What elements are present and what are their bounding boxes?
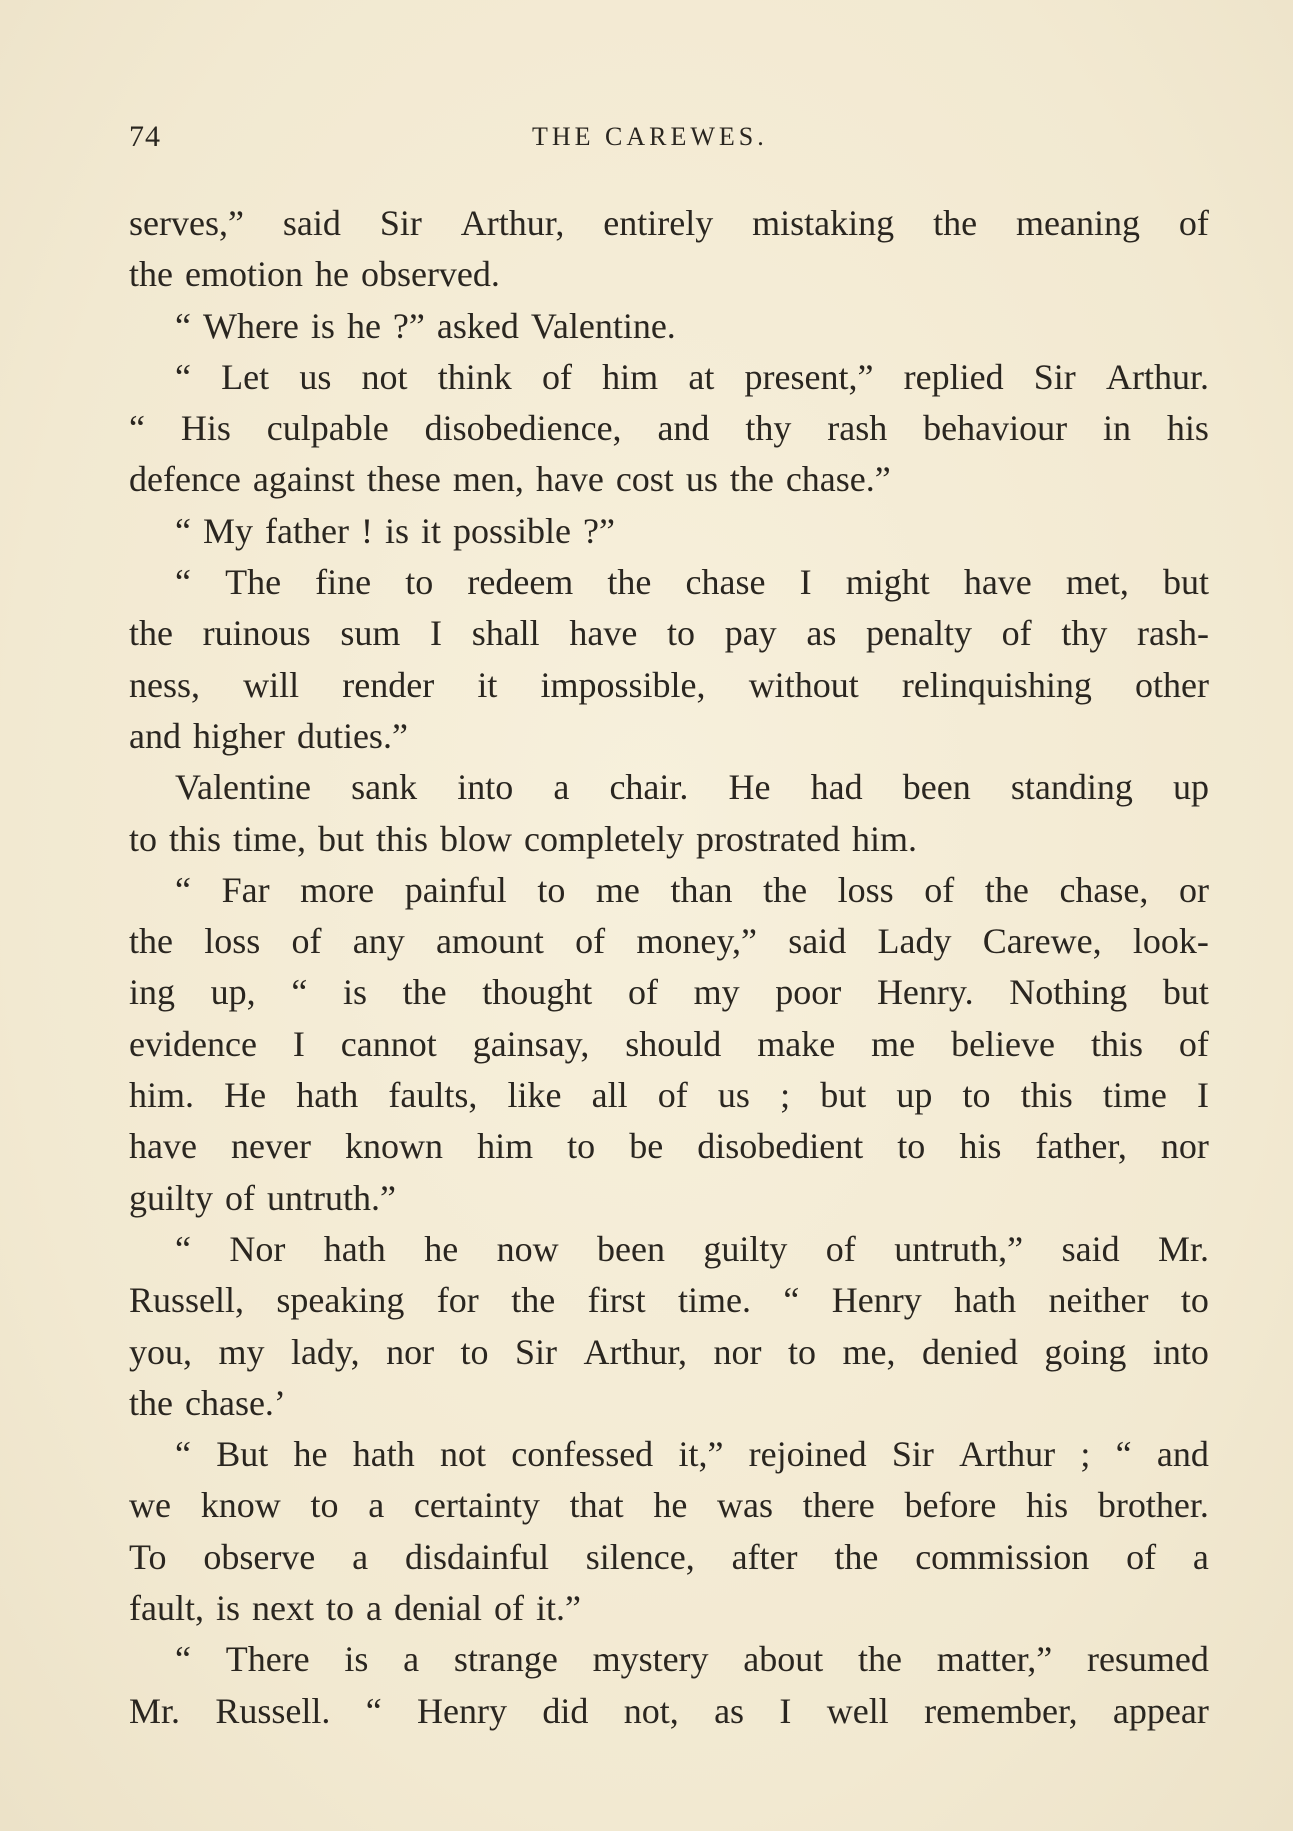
text-line: we know to a certainty that he was there before his brother.: [129, 1485, 1209, 1526]
text-line: “ Where is he ?” asked Valentine.: [175, 305, 676, 346]
text-line: To observe a disdainful silence, after the commission of a: [129, 1536, 1209, 1577]
text-line: “ Nor hath he now been guilty of untruth,” said Mr.: [175, 1228, 1209, 1269]
text-line: him. He hath faults, like all of us ; but up to this time I: [129, 1075, 1209, 1116]
running-head: [129, 120, 1209, 160]
text-line: defence against these men, have cost us the chase.”: [129, 459, 891, 500]
text-line: Russell, speaking for the first time. “ Henry hath neither to: [129, 1280, 1209, 1321]
text-line: evidence I cannot gainsay, should make me believe this of: [129, 1023, 1209, 1064]
text-line: “ Far more painful to me than the loss of the chase, or: [175, 869, 1209, 910]
text-line: the ruinous sum I shall have to pay as penalty of thy rash-: [129, 613, 1209, 654]
text-line: “ Let us not think of him at present,” replied Sir Arthur.: [175, 356, 1209, 397]
text-line: Mr. Russell. “ Henry did not, as I well remember, appear: [129, 1690, 1209, 1731]
text-line: ing up, “ is the thought of my poor Henry. Nothing but: [129, 972, 1209, 1013]
text-line: you, my lady, nor to Sir Arthur, nor to me, denied going into: [129, 1331, 1209, 1372]
text-line: serves,” said Sir Arthur, entirely mistaking the meaning of: [129, 203, 1209, 243]
text-line: “ But he hath not confessed it,” rejoined Sir Arthur ; “ and: [175, 1434, 1209, 1475]
text-line: guilty of untruth.”: [129, 1177, 396, 1218]
page-number: 74: [129, 120, 161, 153]
text-line: and higher duties.”: [129, 715, 408, 756]
text-line: fault, is next to a denial of it.”: [129, 1588, 581, 1629]
text-line: have never known him to be disobedient to his father, nor: [129, 1126, 1209, 1167]
text-line: to this time, but this blow completely prostrated him.: [129, 818, 917, 859]
text-line: “ My father ! is it possible ?”: [175, 510, 615, 551]
body-text: [129, 198, 1209, 1737]
text-line: “ The fine to redeem the chase I might have met, but: [175, 562, 1209, 603]
text-line: “ His culpable disobedience, and thy rash behaviour in his: [129, 408, 1209, 449]
running-title: THE CAREWES.: [532, 122, 768, 151]
text-line: ness, will render it impossible, without relinquishing other: [129, 664, 1209, 705]
text-line: the emotion he observed.: [129, 254, 500, 295]
text-line: “ There is a strange mystery about the matter,” resumed: [175, 1639, 1209, 1680]
text-line: the chase.’: [129, 1382, 286, 1423]
text-line: Valentine sank into a chair. He had been standing up: [175, 767, 1209, 808]
text-line: the loss of any amount of money,” said Lady Carewe, look-: [129, 921, 1209, 962]
